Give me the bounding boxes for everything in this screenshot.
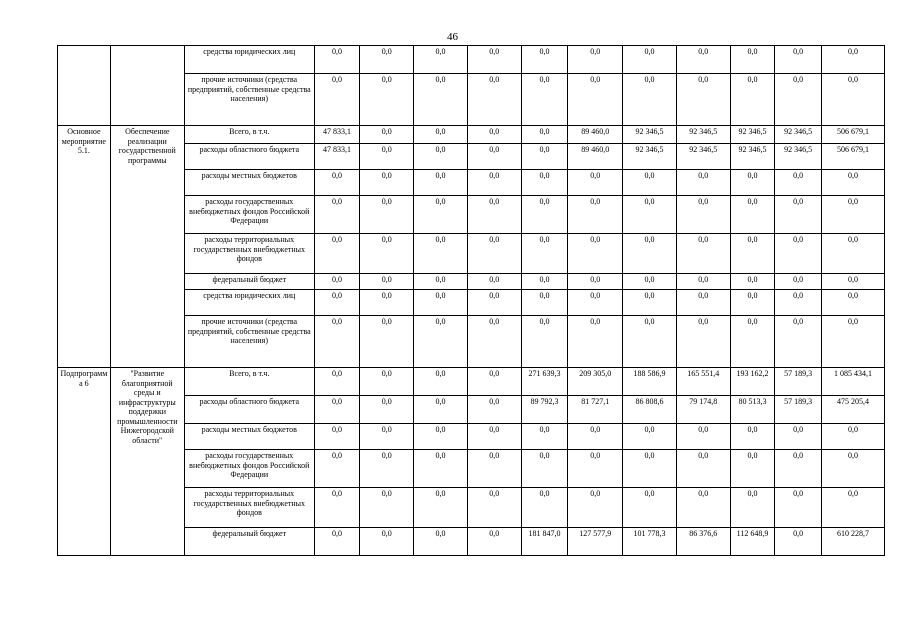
value-cell: 0,0: [676, 274, 730, 290]
section-cell: Подпрограмма 6: [58, 368, 111, 556]
value-cell: 0,0: [568, 450, 623, 488]
value-cell: 0,0: [821, 196, 884, 234]
value-cell: 0,0: [730, 74, 775, 126]
value-cell: 0,0: [467, 290, 521, 316]
value-cell: 0,0: [730, 488, 775, 528]
value-cell: 0,0: [568, 234, 623, 274]
value-cell: 0,0: [467, 170, 521, 196]
value-cell: 80 513,3: [730, 396, 775, 424]
value-cell: 92 346,5: [676, 144, 730, 170]
value-cell: 81 727,1: [568, 396, 623, 424]
value-cell: 1 085 434,1: [821, 368, 884, 396]
value-cell: 0,0: [568, 290, 623, 316]
value-cell: 0,0: [467, 488, 521, 528]
activity-name-cell: "Развитие благоприятной среды и инфраструктуры поддержки промышленности Нижегородской области": [110, 368, 184, 556]
value-cell: 0,0: [360, 74, 414, 126]
table-row: [58, 368, 885, 396]
value-cell: 92 346,5: [730, 126, 775, 144]
value-cell: 0,0: [521, 126, 568, 144]
value-cell: 0,0: [414, 196, 468, 234]
value-cell: 0,0: [730, 274, 775, 290]
value-cell: 0,0: [521, 234, 568, 274]
value-cell: 0,0: [521, 424, 568, 450]
value-cell: 0,0: [314, 234, 360, 274]
value-cell: 0,0: [467, 196, 521, 234]
funding-source-cell: расходы государственных внебюджетных фондов Российской Федерации: [184, 196, 314, 234]
value-cell: 0,0: [314, 74, 360, 126]
value-cell: 0,0: [568, 170, 623, 196]
section-cell: [58, 46, 111, 126]
funding-source-cell: расходы областного бюджета: [184, 144, 314, 170]
table-row: [58, 46, 885, 74]
value-cell: 0,0: [414, 74, 468, 126]
value-cell: 0,0: [467, 424, 521, 450]
value-cell: 0,0: [821, 234, 884, 274]
funding-source-cell: федеральный бюджет: [184, 528, 314, 556]
value-cell: 57 189,3: [775, 396, 822, 424]
value-cell: 57 189,3: [775, 368, 822, 396]
value-cell: 92 346,5: [775, 144, 822, 170]
value-cell: 0,0: [414, 316, 468, 368]
value-cell: 188 586,9: [623, 368, 677, 396]
value-cell: 0,0: [568, 196, 623, 234]
value-cell: 0,0: [676, 316, 730, 368]
value-cell: 0,0: [360, 196, 414, 234]
value-cell: 0,0: [467, 450, 521, 488]
value-cell: 0,0: [467, 46, 521, 74]
value-cell: 0,0: [821, 424, 884, 450]
value-cell: 0,0: [467, 528, 521, 556]
value-cell: 0,0: [623, 488, 677, 528]
value-cell: 0,0: [568, 46, 623, 74]
value-cell: 0,0: [467, 368, 521, 396]
value-cell: 0,0: [314, 488, 360, 528]
value-cell: 79 174,8: [676, 396, 730, 424]
funding-source-cell: расходы местных бюджетов: [184, 424, 314, 450]
value-cell: 0,0: [568, 316, 623, 368]
value-cell: 0,0: [821, 290, 884, 316]
value-cell: 0,0: [467, 316, 521, 368]
value-cell: 0,0: [730, 290, 775, 316]
value-cell: 0,0: [414, 528, 468, 556]
value-cell: 0,0: [414, 170, 468, 196]
value-cell: 0,0: [314, 170, 360, 196]
value-cell: 0,0: [314, 368, 360, 396]
funding-source-cell: Всего, в т.ч.: [184, 126, 314, 144]
value-cell: 0,0: [521, 274, 568, 290]
value-cell: 0,0: [730, 46, 775, 74]
value-cell: 0,0: [676, 424, 730, 450]
value-cell: 0,0: [821, 46, 884, 74]
value-cell: 0,0: [676, 450, 730, 488]
value-cell: 165 551,4: [676, 368, 730, 396]
value-cell: 92 346,5: [730, 144, 775, 170]
value-cell: 0,0: [775, 274, 822, 290]
value-cell: 0,0: [623, 234, 677, 274]
value-cell: 0,0: [314, 424, 360, 450]
value-cell: 0,0: [730, 234, 775, 274]
value-cell: 0,0: [521, 316, 568, 368]
value-cell: 0,0: [467, 234, 521, 274]
value-cell: 0,0: [568, 74, 623, 126]
value-cell: 0,0: [314, 396, 360, 424]
value-cell: 0,0: [676, 290, 730, 316]
value-cell: 47 833,1: [314, 144, 360, 170]
value-cell: 0,0: [730, 450, 775, 488]
value-cell: 0,0: [414, 234, 468, 274]
value-cell: 0,0: [414, 46, 468, 74]
value-cell: 47 833,1: [314, 126, 360, 144]
value-cell: 0,0: [730, 316, 775, 368]
value-cell: 0,0: [467, 396, 521, 424]
value-cell: 0,0: [821, 488, 884, 528]
value-cell: 89 792,3: [521, 396, 568, 424]
value-cell: 0,0: [676, 196, 730, 234]
value-cell: 0,0: [360, 46, 414, 74]
value-cell: 0,0: [821, 74, 884, 126]
value-cell: 0,0: [414, 424, 468, 450]
funding-table: [57, 45, 885, 556]
value-cell: 0,0: [775, 424, 822, 450]
value-cell: 475 205,4: [821, 396, 884, 424]
value-cell: 0,0: [414, 144, 468, 170]
value-cell: 89 460,0: [568, 144, 623, 170]
value-cell: 0,0: [775, 316, 822, 368]
value-cell: 0,0: [623, 424, 677, 450]
value-cell: 0,0: [775, 74, 822, 126]
value-cell: 506 679,1: [821, 144, 884, 170]
value-cell: 0,0: [521, 488, 568, 528]
value-cell: 0,0: [414, 274, 468, 290]
value-cell: 0,0: [360, 316, 414, 368]
funding-source-cell: средства юридических лиц: [184, 290, 314, 316]
value-cell: 0,0: [676, 234, 730, 274]
funding-source-cell: расходы территориальных государственных внебюджетных фондов: [184, 234, 314, 274]
page-number: 46: [447, 31, 458, 43]
funding-source-cell: средства юридических лиц: [184, 46, 314, 74]
value-cell: 0,0: [360, 126, 414, 144]
value-cell: 0,0: [360, 170, 414, 196]
value-cell: 0,0: [521, 450, 568, 488]
value-cell: 0,0: [414, 488, 468, 528]
value-cell: 0,0: [568, 488, 623, 528]
value-cell: 0,0: [623, 316, 677, 368]
funding-source-cell: прочие источники (средства предприятий, собственные средства населения): [184, 316, 314, 368]
table-body: [58, 46, 885, 556]
value-cell: 0,0: [414, 368, 468, 396]
value-cell: 0,0: [360, 396, 414, 424]
value-cell: 92 346,5: [623, 144, 677, 170]
value-cell: 92 346,5: [676, 126, 730, 144]
funding-source-cell: прочие источники (средства предприятий, собственные средства населения): [184, 74, 314, 126]
value-cell: 92 346,5: [623, 126, 677, 144]
value-cell: 0,0: [360, 488, 414, 528]
value-cell: 271 639,3: [521, 368, 568, 396]
value-cell: 0,0: [414, 290, 468, 316]
activity-name-cell: [110, 46, 184, 126]
value-cell: 0,0: [623, 450, 677, 488]
value-cell: 0,0: [775, 488, 822, 528]
value-cell: 610 228,7: [821, 528, 884, 556]
value-cell: 0,0: [360, 144, 414, 170]
funding-source-cell: расходы территориальных государственных внебюджетных фондов: [184, 488, 314, 528]
value-cell: 0,0: [360, 290, 414, 316]
value-cell: 92 346,5: [775, 126, 822, 144]
value-cell: 101 778,3: [623, 528, 677, 556]
value-cell: 0,0: [623, 196, 677, 234]
value-cell: 0,0: [775, 290, 822, 316]
value-cell: 193 162,2: [730, 368, 775, 396]
value-cell: 0,0: [623, 46, 677, 74]
value-cell: 0,0: [821, 316, 884, 368]
value-cell: 0,0: [521, 46, 568, 74]
value-cell: 0,0: [568, 424, 623, 450]
value-cell: 0,0: [521, 196, 568, 234]
value-cell: 0,0: [314, 196, 360, 234]
value-cell: 0,0: [676, 74, 730, 126]
value-cell: 0,0: [775, 46, 822, 74]
value-cell: 0,0: [314, 316, 360, 368]
funding-source-cell: Всего, в т.ч.: [184, 368, 314, 396]
value-cell: 0,0: [821, 274, 884, 290]
value-cell: 0,0: [414, 126, 468, 144]
value-cell: 0,0: [676, 46, 730, 74]
value-cell: 127 577,9: [568, 528, 623, 556]
funding-source-cell: расходы местных бюджетов: [184, 170, 314, 196]
value-cell: 89 460,0: [568, 126, 623, 144]
value-cell: 0,0: [775, 234, 822, 274]
value-cell: 0,0: [521, 74, 568, 126]
value-cell: 0,0: [467, 74, 521, 126]
value-cell: 0,0: [676, 488, 730, 528]
value-cell: 0,0: [521, 144, 568, 170]
value-cell: 0,0: [730, 170, 775, 196]
value-cell: 0,0: [314, 450, 360, 488]
value-cell: 506 679,1: [821, 126, 884, 144]
funding-source-cell: расходы областного бюджета: [184, 396, 314, 424]
value-cell: 0,0: [360, 274, 414, 290]
table-row: [58, 126, 885, 144]
value-cell: 0,0: [360, 368, 414, 396]
funding-source-cell: федеральный бюджет: [184, 274, 314, 290]
funding-source-cell: расходы государственных внебюджетных фондов Российской Федерации: [184, 450, 314, 488]
value-cell: 0,0: [775, 450, 822, 488]
value-cell: 0,0: [314, 528, 360, 556]
value-cell: 0,0: [623, 290, 677, 316]
value-cell: 0,0: [467, 126, 521, 144]
value-cell: 0,0: [623, 274, 677, 290]
value-cell: 0,0: [521, 170, 568, 196]
value-cell: 0,0: [775, 196, 822, 234]
value-cell: 0,0: [730, 424, 775, 450]
activity-name-cell: Обеспечение реализации государственной программы: [110, 126, 184, 368]
value-cell: 0,0: [360, 424, 414, 450]
section-cell: Основное мероприятие 5.1.: [58, 126, 111, 368]
value-cell: 181 847,0: [521, 528, 568, 556]
value-cell: 0,0: [360, 234, 414, 274]
value-cell: 0,0: [676, 170, 730, 196]
value-cell: 0,0: [414, 396, 468, 424]
value-cell: 0,0: [467, 274, 521, 290]
value-cell: 0,0: [821, 170, 884, 196]
value-cell: 0,0: [775, 170, 822, 196]
value-cell: 0,0: [314, 46, 360, 74]
value-cell: 0,0: [467, 144, 521, 170]
value-cell: 0,0: [360, 450, 414, 488]
value-cell: 0,0: [314, 290, 360, 316]
value-cell: 0,0: [730, 196, 775, 234]
value-cell: 0,0: [775, 528, 822, 556]
value-cell: 86 376,6: [676, 528, 730, 556]
value-cell: 0,0: [821, 450, 884, 488]
value-cell: 0,0: [521, 290, 568, 316]
value-cell: 0,0: [414, 450, 468, 488]
value-cell: 0,0: [623, 74, 677, 126]
value-cell: 86 808,6: [623, 396, 677, 424]
value-cell: 0,0: [568, 274, 623, 290]
value-cell: 209 305,0: [568, 368, 623, 396]
value-cell: 0,0: [314, 274, 360, 290]
value-cell: 0,0: [623, 170, 677, 196]
value-cell: 112 648,9: [730, 528, 775, 556]
value-cell: 0,0: [360, 528, 414, 556]
